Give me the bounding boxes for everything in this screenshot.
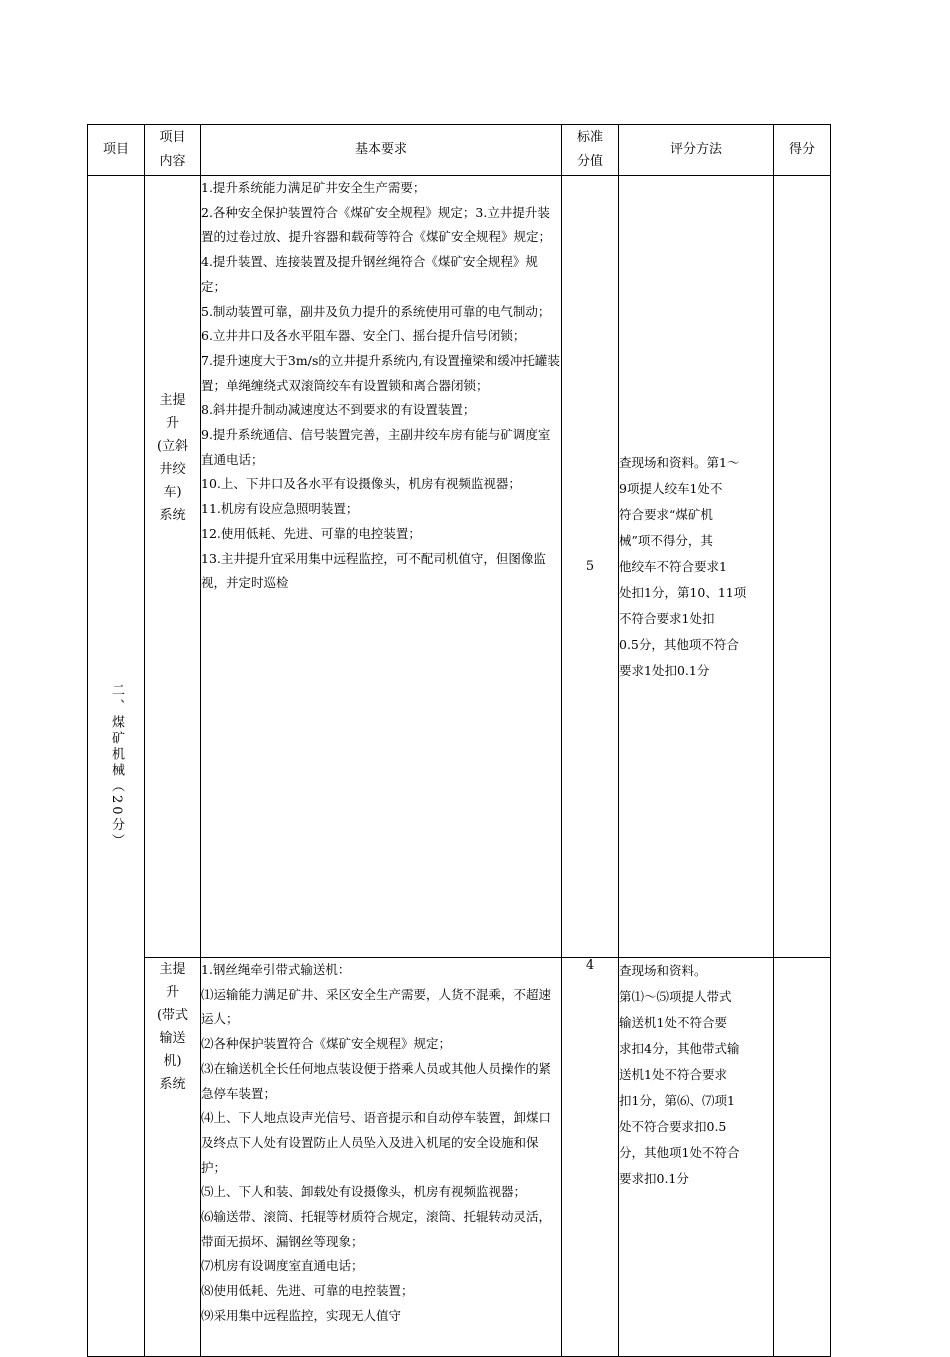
method-line: 第⑴～⑸项提人带式 (619, 989, 732, 1004)
content-cell (145, 176, 201, 958)
content-line: 井绞 (159, 462, 186, 477)
method-cell (619, 958, 774, 1357)
method-line: 0.5分，其他项不符合 (619, 636, 739, 652)
header-score: 得分 (774, 125, 831, 176)
content-line: 机) (163, 1054, 182, 1069)
method-line: 扣1分，第⑹、⑺项1 (619, 1093, 735, 1108)
requirement-item: ⑺机房有设调度室直通电话； (201, 1258, 364, 1274)
requirement-item: ⑻使用低耗、先进、可靠的电控装置； (201, 1283, 414, 1299)
points-cell (774, 958, 831, 1357)
requirement-item: ⑵各种保护装置符合《煤矿安全规程》规定； (201, 1036, 452, 1052)
content-line: 主提 (159, 393, 186, 408)
content-line: 车) (163, 485, 182, 500)
method-line: 输送机1处不符合要 (619, 1015, 727, 1030)
requirement-item: ⑶在输送机全长任何地点装设便于搭乘人员或其他人员操作的紧急停车装置； (201, 1060, 552, 1101)
requirement-item: 13.主井提升宜采用集中远程监控，可不配司机值守，但图像监视，并定时巡检 (201, 550, 546, 591)
content-cell (145, 958, 201, 1357)
content-line: 主提 (159, 962, 186, 977)
requirement-item: 10.上、下井口及各水平有设摄像头，机房有视频监视器； (201, 476, 521, 492)
method-line: 符合要求“煤矿机 (619, 506, 713, 522)
method-line: 他绞车不符合要求1 (619, 558, 727, 574)
method-line: 处不符合要求扣0.5 (619, 1119, 727, 1134)
requirement-item: 1.钢丝绳牵引带式输送机： (201, 962, 351, 977)
method-line: 查现场和资料。第1～ (619, 454, 740, 470)
method-line: 送机1处不符合要求 (619, 1067, 727, 1082)
requirements-cell (201, 176, 562, 958)
content-line: (带式 (156, 1008, 189, 1023)
requirement-item: 6.立井井口及各水平阻车器、安全门、摇台提升信号闭锁； (201, 328, 526, 344)
requirement-item: 11.机房有设应急照明装置； (201, 501, 359, 517)
requirement-item: 12.使用低耗、先进、可靠的电控装置； (201, 525, 421, 541)
section-cell (88, 176, 145, 1357)
content-line: 升 (165, 985, 179, 1000)
requirement-item: ⑸上、下人和装、卸载处有设摄像头，机房有视频监视器； (201, 1184, 527, 1200)
method-line: 分，其他项1处不符合 (619, 1145, 740, 1160)
requirement-item: ⑷上、下人地点设声光信号、语音提示和自动停车装置，卸煤口及终点下人处有设置防止人员坠入及进入机尾的安全设施和保护； (201, 1110, 552, 1175)
method-line: 求扣4分，其他带式输 (619, 1041, 740, 1056)
points-cell (774, 176, 831, 958)
requirement-item: ⑴运输能力满足矿井、采区安全生产需要，人货不混乘，不超速运人； (201, 986, 552, 1027)
requirement-item: ⑼采用集中远程监控，实现无人值守 (201, 1307, 402, 1323)
method-line: 不符合要求1处扣 (619, 610, 715, 626)
evaluation-table (87, 124, 831, 1357)
header-standard-score: 标准分值 (562, 125, 619, 176)
content-line: 升 (165, 416, 179, 431)
requirement-item: 2.各种安全保护装置符合《煤矿安全规程》规定；3.立井提升装置的过卷过放、提升容器和载荷等符合《煤矿安全规程》规定； (201, 204, 552, 245)
section-label: 二、煤矿机械（20分） (109, 682, 124, 850)
method-cell (619, 176, 774, 958)
requirement-item: 9.提升系统通信、信号装置完善，主副井绞车房有能与矿调度室直通电话； (201, 427, 551, 467)
method-line: 处扣1分，第10、11项 (619, 584, 747, 600)
header-item: 项目 (88, 125, 145, 176)
requirements-cell (201, 958, 562, 1357)
method-line: 9项提人绞车1处不 (619, 480, 723, 496)
method-line: 查现场和资料。 (619, 963, 707, 978)
content-line: 输送 (159, 1031, 186, 1046)
standard-score-cell: 5 (562, 176, 619, 958)
content-line: 系统 (159, 508, 186, 523)
table-row (88, 176, 831, 958)
table-row (88, 958, 831, 1357)
requirement-item: 1.提升系统能力满足矿井安全生产需要； (201, 180, 426, 195)
requirement-item: 4.提升装置、连接装置及提升钢丝绳符合《煤矿安全规程》规定； (201, 254, 538, 294)
requirement-item: 7.提升速度大于3m/s的立井提升系统内,有设置撞梁和缓冲托罐装置；单绳缠绕式双滚筒绞车有设置锁和离合器闭锁； (201, 352, 560, 393)
requirement-item: 8.斜井提升制动减速度达不到要求的有设置装置； (201, 402, 476, 418)
content-line: 系统 (159, 1077, 186, 1092)
header-method: 评分方法 (619, 125, 774, 176)
method-line: 要求1处扣0.1分 (619, 662, 710, 678)
standard-score-cell: 4 (562, 958, 619, 1357)
content-line: (立斜 (156, 439, 189, 454)
requirement-item: ⑹输送带、滚筒、托辊等材质符合规定，滚筒、托辊转动灵活，带面无损坏、漏钢丝等现象； (201, 1209, 552, 1249)
requirement-item: 5.制动装置可靠，副井及负力提升的系统使用可靠的电气制动； (201, 303, 551, 319)
header-row (88, 125, 831, 176)
method-line: 要求扣0.1分 (619, 1171, 689, 1186)
header-content: 项目内容 (145, 125, 201, 176)
header-requirements: 基本要求 (201, 125, 562, 176)
method-line: 械”项不得分，其 (619, 532, 713, 548)
